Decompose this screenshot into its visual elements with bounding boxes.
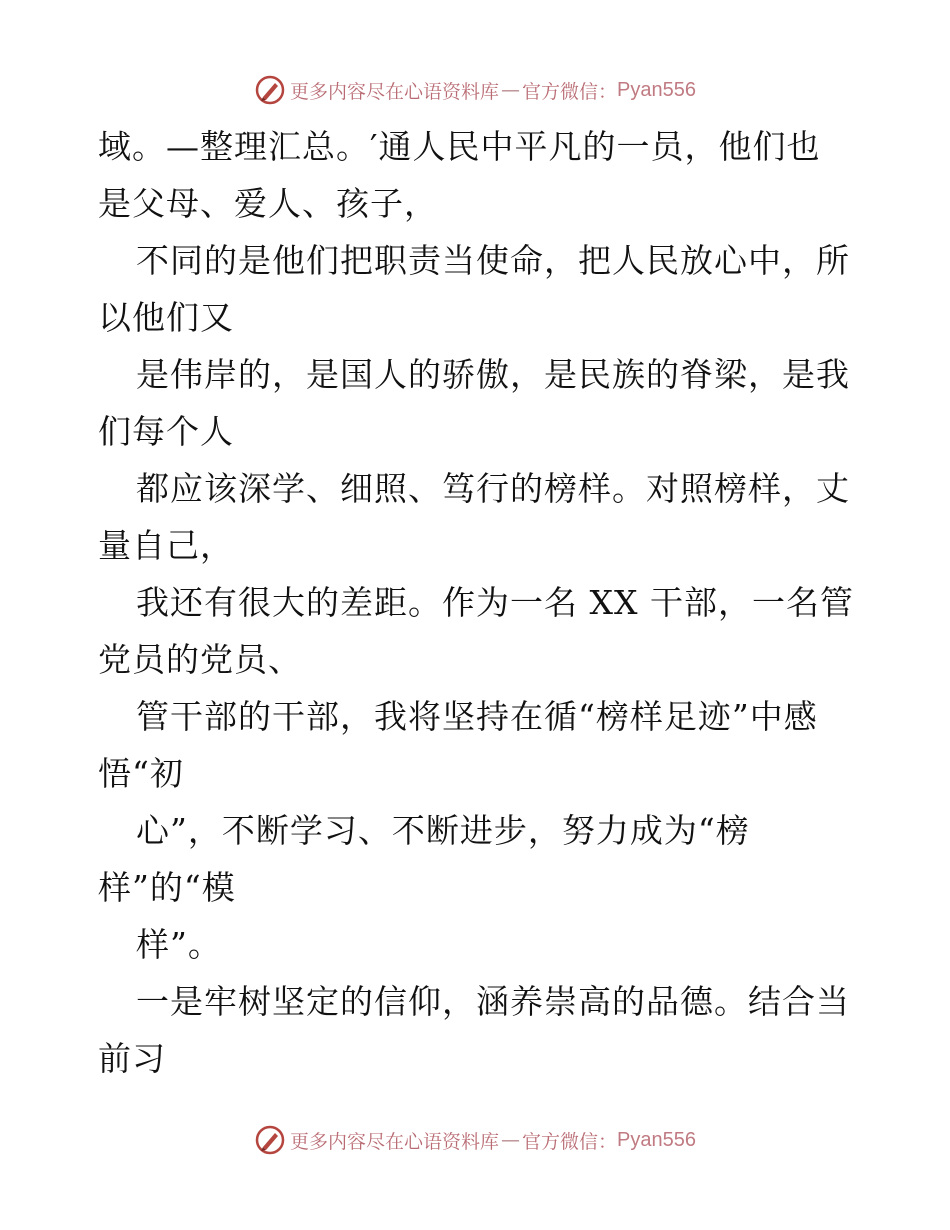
banner-wechat-id: Pyan556 [617, 78, 696, 101]
body-line: 我还有很大的差距。作为一名 XX 干部，一名管 [136, 583, 854, 622]
banner-wechat-id: Pyan556 [617, 1128, 696, 1151]
body-line: 们每个人 [98, 412, 234, 451]
banner-wechat-label: 官方微信： [522, 80, 618, 103]
footer-banner [0, 1122, 950, 1158]
body-line: 以他们又 [98, 298, 234, 337]
banner-wechat-label: 官方微信： [522, 1130, 618, 1153]
body-line: 量自己， [98, 526, 234, 565]
body-line: 党员的党员、 [98, 640, 302, 679]
body-line: 前习 [98, 1039, 166, 1078]
body-line: 悟“初 [98, 754, 184, 793]
pen-logo-icon [254, 74, 286, 106]
body-line: 心”，不断学习、不断进步，努力成为“榜 [136, 811, 750, 850]
banner-separator: — [501, 79, 521, 101]
body-line: 域。—整理汇总。′通人民中平凡的一员，他们也 [98, 127, 821, 166]
body-line: 是父母、爱人、孩子， [98, 184, 438, 223]
banner-separator: — [501, 1129, 521, 1151]
banner-text: 更多内容尽在心语资料库 [290, 80, 500, 103]
document-body [98, 118, 858, 1087]
pen-logo-icon [254, 1124, 286, 1156]
body-line: 样”。 [136, 925, 222, 964]
body-line: 不同的是他们把职责当使命，把人民放心中，所 [136, 241, 850, 280]
body-line: 都应该深学、细照、笃行的榜样。对照榜样，丈 [136, 469, 850, 508]
body-line: 管干部的干部，我将坚持在循“榜样足迹”中感 [136, 697, 818, 736]
body-line: 一是牢树坚定的信仰，涵养崇高的品德。结合当 [136, 982, 850, 1021]
header-banner [0, 72, 950, 108]
banner-text: 更多内容尽在心语资料库 [290, 1130, 500, 1153]
body-line: 样”的“模 [98, 868, 236, 907]
body-line: 是伟岸的，是国人的骄傲，是民族的脊梁，是我 [136, 355, 850, 394]
